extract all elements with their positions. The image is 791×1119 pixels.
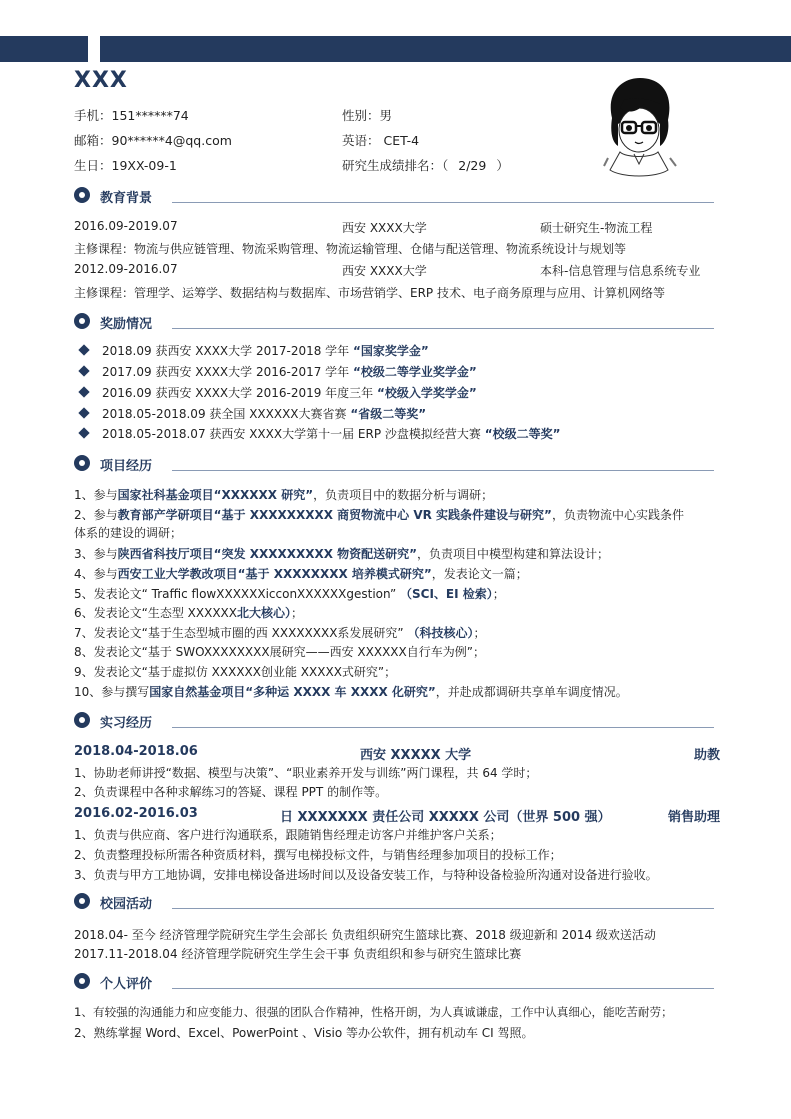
evaluation-title: 个人评价 [100, 977, 153, 992]
phone: 手机：151******74 [74, 108, 189, 123]
intern-2-org: 日 XXXXXXX 责任公司 XXXXX 公司（世界 500 强） [280, 810, 611, 825]
internship-header [74, 711, 714, 731]
section-divider [172, 202, 714, 203]
project-text: ，负责项目中的数据分析与调研； [313, 488, 494, 502]
awards-section [74, 312, 714, 332]
diamond-icon [78, 365, 89, 376]
education-header [74, 186, 714, 206]
project-item [74, 683, 628, 700]
candidate-name: XXX [74, 68, 128, 93]
award-text: 2016.09 获西安 XXXX大学 2016-2019 年度三年 [102, 386, 377, 400]
project-item [74, 663, 396, 680]
project-highlight: 西安工业大学教改项目“基于 XXXXXXXX 培养模式研究” [117, 567, 432, 581]
project-text: ，并赴成都调研共享单车调度情况。 [435, 685, 628, 699]
award-item [80, 384, 477, 401]
intern-1-item: 1、协助老师讲授“数据、模型与决策”、“职业素养开发与训练”两门课程，共 64 学时； [74, 766, 538, 780]
campus-item: 2017.11-2018.04 经济管理学院研究生学生会干事 负责组织和参与研究生篮球比赛 [74, 947, 522, 961]
edu-1-degree: 硕士研究生-物流工程 [540, 221, 653, 235]
project-highlight: （SCI、EI 检索） [400, 587, 493, 601]
project-item [74, 524, 182, 541]
intern-1-date: 2018.04-2018.06 [74, 744, 198, 759]
birthday: 生日：19XX-09-1 [74, 158, 177, 173]
project-text: ； [291, 606, 304, 620]
campus-title: 校园活动 [100, 897, 153, 912]
internship-section [74, 711, 714, 731]
diamond-icon [78, 344, 89, 355]
awards-header [74, 312, 714, 332]
gender: 性别：男 [342, 108, 393, 123]
campus-section [74, 892, 714, 912]
circle-bullet-icon [74, 893, 90, 909]
intern-2-role: 销售助理 [668, 810, 721, 825]
circle-bullet-icon [74, 973, 90, 989]
circle-bullet-icon [74, 313, 90, 329]
section-divider [172, 470, 714, 471]
project-item [74, 486, 493, 503]
award-text: 2017.09 获西安 XXXX大学 2016-2017 学年 [102, 365, 353, 379]
project-highlight: 国家社科基金项目“XXXXXX 研究” [117, 488, 314, 502]
project-item [74, 643, 485, 660]
edu-1-courses: 主修课程：物流与供应链管理、物流采购管理、物流运输管理、仓储与配送管理、物流系统设计与规划等 [74, 242, 627, 256]
project-text: ； [473, 626, 486, 640]
project-text: 10、参与撰写 [74, 685, 150, 699]
section-divider [172, 908, 714, 909]
diamond-icon [78, 407, 89, 418]
edu-2-date: 2012.09-2016.07 [74, 262, 178, 276]
project-highlight: （科技核心） [407, 626, 474, 640]
avatar [598, 74, 680, 180]
circle-bullet-icon [74, 187, 90, 203]
edu-2-degree: 本科-信息管理与信息系统专业 [540, 264, 701, 278]
project-highlight: 教育部产学研项目“基于 XXXXXXXXX 商贸物流中心 VR 实践条件建设与研究” [117, 508, 552, 522]
edu-1-school: 西安 XXXX大学 [342, 221, 427, 235]
grad-rank-value: 2/29 [458, 158, 487, 173]
campus-item: 2018.04- 至今 经济管理学院研究生学生会部长 负责组织研究生篮球比赛、2018 级迎新和 2014 级欢送活动 [74, 928, 656, 942]
project-item [74, 545, 609, 562]
intern-2-date: 2016.02-2016.03 [74, 806, 198, 821]
projects-section [74, 454, 714, 474]
evaluation-header [74, 972, 714, 992]
project-text: ，负责物流中心实践条件 [551, 508, 684, 522]
project-item [74, 604, 303, 621]
evaluation-item: 2、熟练掌握 Word、Excel、PowerPoint 、Visio 等办公软件，拥有机动车 CI 驾照。 [74, 1026, 534, 1040]
edu-2-school: 西安 XXXX大学 [342, 264, 427, 278]
award-item [80, 425, 560, 442]
intern-1-item: 2、负责课程中各种求解练习的答疑、课程 PPT 的制作等。 [74, 785, 388, 799]
award-item [80, 405, 426, 422]
grad-rank [342, 156, 509, 174]
project-highlight: 陕西省科技厅项目“突发 XXXXXXXXX 物资配送研究” [117, 547, 418, 561]
award-text: 2018.05-2018.09 获全国 XXXXXX大赛省赛 [102, 407, 351, 421]
project-text: ，负责项目中模型构建和算法设计； [417, 547, 610, 561]
evaluation-item: 1、有较强的沟通能力和应变能力、很强的团队合作精神，性格开朗，为人真诚谦虚，工作中认真细心，能吃苦耐劳； [74, 1005, 673, 1019]
project-highlight: 北大核心） [237, 606, 292, 620]
project-text: ，发表论文一篇； [431, 567, 528, 581]
header-bar-right [100, 36, 791, 62]
project-text: 8、发表论文“基于 SWOXXXXXXXX展研究——西安 XXXXXX自行车为例”； [74, 645, 485, 659]
project-item [74, 585, 505, 602]
award-text: 2018.05-2018.07 获西安 XXXX大学第十一届 ERP 沙盘模拟经营大赛 [102, 427, 485, 441]
intern-1-role: 助教 [694, 748, 721, 763]
award-highlight: “校级入学奖学金” [377, 386, 477, 400]
project-text: 1、参与 [74, 488, 118, 502]
projects-header [74, 454, 714, 474]
award-text: 2018.09 获西安 XXXX大学 2017-2018 学年 [102, 344, 353, 358]
project-text: 体系的建设的调研； [74, 526, 183, 540]
project-text: 9、发表论文“基于虚拟仿 XXXXXX创业能 XXXXX式研究”； [74, 665, 397, 679]
project-text: 7、发表论文“基于生态型城市圈的西 XXXXXXXX系发展研究” [74, 626, 408, 640]
circle-bullet-icon [74, 455, 90, 471]
internship-title: 实习经历 [100, 716, 153, 731]
project-text: 4、参与 [74, 567, 118, 581]
projects-title: 项目经历 [100, 459, 153, 474]
grad-rank-end: ） [496, 158, 509, 173]
project-text: 2、参与 [74, 508, 118, 522]
section-divider [172, 727, 714, 728]
section-divider [172, 328, 714, 329]
awards-title: 奖励情况 [100, 317, 153, 332]
award-highlight: “校级二等学业奖学金” [353, 365, 477, 379]
project-text: 5、发表论文“ Traffic flowXXXXXXicconXXXXXXgestion” [74, 587, 400, 601]
project-item [74, 624, 486, 641]
award-item [80, 342, 429, 359]
edu-2-courses: 主修课程：管理学、运筹学、数据结构与数据库、市场营销学、ERP 技术、电子商务原理与应用、计算机网络等 [74, 286, 665, 300]
evaluation-section [74, 972, 714, 992]
section-divider [172, 988, 714, 989]
diamond-icon [78, 427, 89, 438]
email: 邮箱：90******4@qq.com [74, 133, 232, 148]
award-highlight: “国家奖学金” [353, 344, 429, 358]
campus-header [74, 892, 714, 912]
intern-2-item: 3、负责与甲方工地协调，安排电梯设备进场时间以及设备安装工作，与特种设备检验所沟通对设备进行验收。 [74, 868, 658, 882]
diamond-icon [78, 386, 89, 397]
education-title: 教育背景 [100, 191, 153, 206]
header-bar-left [0, 36, 88, 62]
award-highlight: “省级二等奖” [350, 407, 427, 421]
intern-2-item: 1、负责与供应商、客户进行沟通联系，跟随销售经理走访客户并维护客户关系； [74, 828, 502, 842]
project-text: 3、参与 [74, 547, 118, 561]
project-highlight: 国家自然基金项目“多种运 XXXX 车 XXXX 化研究” [149, 685, 436, 699]
award-item [80, 363, 477, 380]
project-item [74, 565, 528, 582]
edu-1-date: 2016.09-2019.07 [74, 219, 178, 233]
english-level: 英语： CET-4 [342, 133, 420, 148]
intern-1-org: 西安 XXXXX 大学 [360, 748, 472, 763]
award-highlight: “校级二等奖” [484, 427, 561, 441]
circle-bullet-icon [74, 712, 90, 728]
project-text: ； [492, 587, 505, 601]
education-section [74, 186, 714, 206]
project-text: 6、发表论文“生态型 XXXXXX [74, 606, 237, 620]
intern-2-item: 2、负责整理投标所需各种资质材料，撰写电梯投标文件，与销售经理参加项目的投标工作； [74, 848, 562, 862]
grad-rank-label: 研究生成绩排名：（ [342, 158, 449, 173]
project-item [74, 506, 684, 523]
